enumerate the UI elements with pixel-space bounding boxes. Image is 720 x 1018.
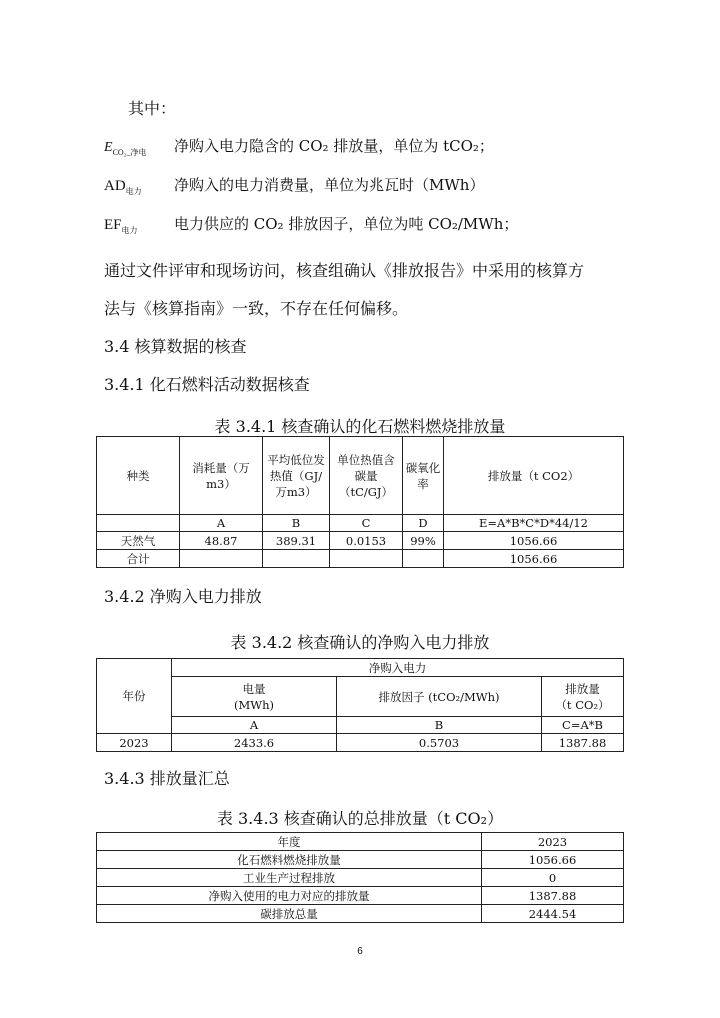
summary-label: 年度 <box>97 833 482 851</box>
summary-label: 工业生产过程排放 <box>97 869 482 887</box>
row-factor: 0.5703 <box>337 734 542 752</box>
summary-value: 1056.66 <box>482 851 624 869</box>
row-power: 2433.6 <box>172 734 337 752</box>
header-ncv: 平均低位发热值（GJ/万m3） <box>263 437 330 515</box>
section-heading-3-4-1: 3.4.1 化石燃料活动数据核查 <box>104 375 310 394</box>
row-total-name: 合计 <box>97 550 180 568</box>
row-emission: 1387.88 <box>542 734 624 752</box>
code-cell: C=A*B <box>542 717 624 734</box>
summary-label: 化石燃料燃烧排放量 <box>97 851 482 869</box>
summary-value: 2023 <box>482 833 624 851</box>
header-power <box>172 677 337 717</box>
header-carbon-content: 单位热值含碳量（tC/GJ） <box>330 437 403 515</box>
header-type: 种类 <box>97 437 180 515</box>
row-total-e: 1056.66 <box>444 550 624 568</box>
header-emission <box>542 677 624 717</box>
definition-ef-text: 电力供应的 CO₂ 排放因子，单位为吨 CO₂/MWh； <box>174 215 519 233</box>
empty-cell <box>180 550 263 568</box>
page-number: 6 <box>357 946 363 957</box>
paragraph-line-2: 法与《核算指南》一致，不存在任何偏移。 <box>104 299 409 318</box>
summary-value: 1387.88 <box>482 887 624 905</box>
definition-ad <box>104 174 484 197</box>
summary-value: 0 <box>482 869 624 887</box>
row-gas-d: 99% <box>403 532 444 550</box>
row-gas-e: 1056.66 <box>444 532 624 550</box>
definition-ad-text: 净购入的电力消费量，单位为兆瓦时（MWh） <box>174 176 485 194</box>
section-heading-3-4-3: 3.4.3 排放量汇总 <box>104 769 230 788</box>
header-oxidation-rate: 碳氧化率 <box>403 437 444 515</box>
definition-e <box>104 135 494 158</box>
empty-cell <box>403 550 444 568</box>
code-cell: A <box>172 717 337 734</box>
row-gas-a: 48.87 <box>180 532 263 550</box>
code-cell: B <box>263 515 330 532</box>
table1-caption: 表 3.4.1 核查确认的化石燃料燃烧排放量 <box>214 417 506 436</box>
row-gas-name: 天然气 <box>97 532 180 550</box>
header-purchased-electricity: 净购入电力 <box>172 659 624 677</box>
header-consumption: 消耗量（万m3） <box>180 437 263 515</box>
symbol-e: $E_{CO_2\_净电}$ <box>104 140 147 157</box>
header-year: 年份 <box>97 659 172 734</box>
header-power-unit: (MWh) <box>234 697 274 712</box>
code-cell: C <box>330 515 403 532</box>
section-heading-3-4: 3.4 核算数据的核查 <box>104 337 247 356</box>
row-gas-b: 389.31 <box>263 532 330 550</box>
header-emission: 排放量（t CO2） <box>444 437 624 515</box>
row-gas-c: 0.0153 <box>330 532 403 550</box>
table3-caption: 表 3.4.3 核查确认的总排放量（t CO₂） <box>216 809 504 828</box>
header-emission-label: 排放量 <box>565 681 600 696</box>
header-power-label: 电量 <box>242 681 266 696</box>
row-year: 2023 <box>97 734 172 752</box>
fossil-fuel-table <box>96 436 624 568</box>
header-emission-factor: 排放因子 (tCO₂/MWh) <box>337 677 542 717</box>
symbol-ef: $EF_{电力}$ <box>104 217 138 235</box>
summary-label: 净购入使用的电力对应的排放量 <box>97 887 482 905</box>
summary-value: 2444.54 <box>482 905 624 923</box>
code-cell: D <box>403 515 444 532</box>
empty-cell <box>330 550 403 568</box>
intro-text: 其中： <box>128 99 177 118</box>
section-heading-3-4-2: 3.4.2 净购入电力排放 <box>104 587 262 606</box>
code-cell: B <box>337 717 542 734</box>
summary-label: 碳排放总量 <box>97 905 482 923</box>
definition-e-text: 净购入电力隐含的 CO₂ 排放量，单位为 tCO₂； <box>174 137 494 155</box>
header-emission-unit: （t CO₂） <box>555 697 610 712</box>
code-cell: A <box>180 515 263 532</box>
definition-ef <box>104 213 518 236</box>
empty-cell <box>263 550 330 568</box>
symbol-ad: $AD_{电力}$ <box>104 178 142 196</box>
code-cell-empty <box>97 515 180 532</box>
paragraph-line-1: 通过文件评审和现场访问，核查组确认《排放报告》中采用的核算方 <box>104 261 585 280</box>
code-cell: E=A*B*C*D*44/12 <box>444 515 624 532</box>
table2-caption: 表 3.4.2 核查确认的净购入电力排放 <box>230 633 490 652</box>
purchased-electricity-table <box>96 658 624 752</box>
total-emission-table <box>96 832 624 923</box>
